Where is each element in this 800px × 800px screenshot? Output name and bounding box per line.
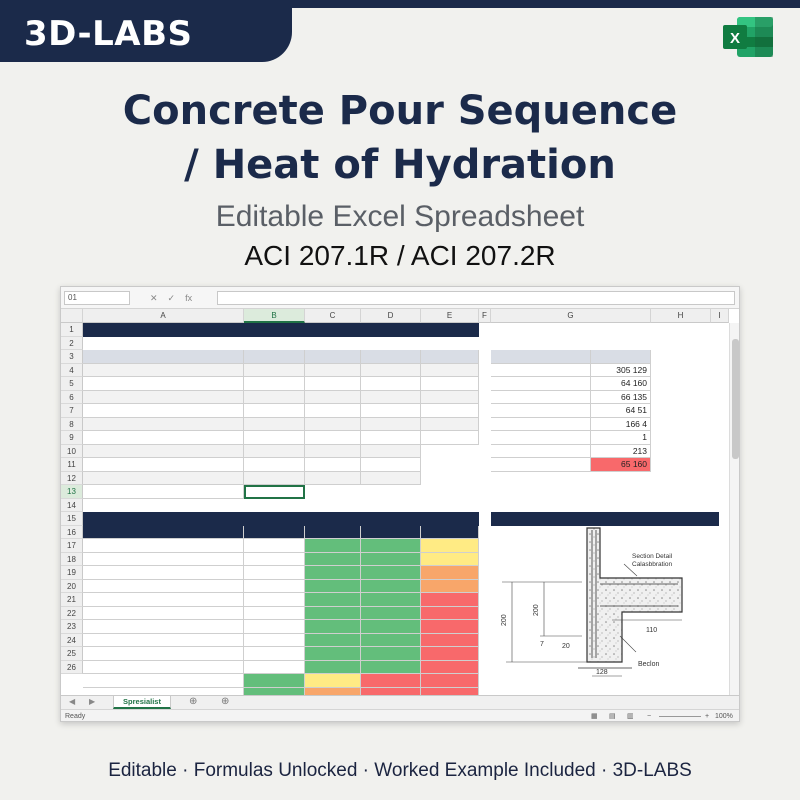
row-header-4[interactable]: 4 (61, 364, 83, 378)
table2-value[interactable]: 64 51 (591, 404, 651, 418)
table1-cell[interactable] (244, 404, 305, 418)
table1-cell[interactable] (83, 418, 244, 432)
column-header-h[interactable]: H (651, 309, 711, 323)
table1-cell[interactable] (83, 364, 244, 378)
table2-label[interactable] (491, 458, 591, 472)
table2-label[interactable] (491, 364, 591, 378)
standards-reference: ACI 207.1R / ACI 207.2R (244, 240, 556, 271)
table2-label[interactable] (491, 418, 591, 432)
vertical-scrollbar[interactable] (729, 323, 740, 695)
mix-cell[interactable] (361, 566, 421, 580)
mix-header[interactable] (244, 526, 305, 540)
view-layout-icon[interactable]: ▤ (609, 713, 616, 720)
brand-banner (0, 0, 292, 62)
table1-cell[interactable] (361, 391, 421, 405)
mix-design-title[interactable] (83, 512, 479, 526)
brand-name: 3D-LABS (24, 14, 193, 54)
mix-cell[interactable] (421, 607, 479, 621)
zoom-slider[interactable] (659, 716, 701, 717)
mix-cell[interactable] (361, 580, 421, 594)
table1-cell[interactable] (305, 445, 361, 459)
table1-header[interactable] (244, 350, 305, 364)
sheet-tab[interactable]: Spresialist (113, 696, 171, 709)
mix-cell[interactable] (305, 647, 361, 661)
table1-cell[interactable] (361, 364, 421, 378)
table1-cell[interactable] (305, 391, 361, 405)
row-header-7[interactable]: 7 (61, 404, 83, 418)
table2-label[interactable] (491, 377, 591, 391)
row-header-18[interactable]: 18 (61, 553, 83, 567)
mix-cell[interactable] (421, 566, 479, 580)
table2-label[interactable] (491, 404, 591, 418)
mix-cell[interactable] (305, 620, 361, 634)
table1-cell[interactable] (421, 404, 479, 418)
mix-cell[interactable] (421, 634, 479, 648)
section-detail-drawing (492, 516, 720, 696)
table1-cell[interactable] (361, 445, 421, 459)
mix-cell[interactable] (421, 620, 479, 634)
mix-cell[interactable] (83, 620, 244, 634)
mix-cell[interactable] (421, 539, 479, 553)
select-all-corner[interactable] (61, 309, 83, 323)
table1-cell[interactable] (305, 404, 361, 418)
table2-label[interactable] (491, 431, 591, 445)
table1-cell[interactable] (83, 472, 244, 486)
formula-bar-icons (146, 291, 216, 305)
mix-cell[interactable] (305, 607, 361, 621)
mix-cell[interactable] (83, 580, 244, 594)
mix-cell[interactable] (421, 647, 479, 661)
row-header-5[interactable]: 5 (61, 377, 83, 391)
table2-value[interactable]: 213 (591, 445, 651, 459)
fx-icon[interactable]: fx (185, 293, 193, 303)
svg-text:X: X (729, 30, 741, 47)
mix-header[interactable] (83, 526, 244, 540)
column-header-d[interactable]: D (361, 309, 421, 323)
mix-cell[interactable] (305, 580, 361, 594)
table1-cell[interactable] (305, 458, 361, 472)
row-header-3[interactable]: 3 (61, 350, 83, 364)
mix-cell[interactable] (83, 553, 244, 567)
column-header-g[interactable]: G (491, 309, 651, 323)
mix-cell[interactable] (83, 607, 244, 621)
dim-width: 110 (646, 627, 658, 634)
table1-cell[interactable] (83, 377, 244, 391)
formula-input[interactable] (217, 291, 735, 305)
table1-header[interactable] (361, 350, 421, 364)
row-header-2[interactable]: 2 (61, 337, 83, 351)
row-header-24[interactable]: 24 (61, 634, 83, 648)
dim-twenty: 20 (562, 643, 570, 650)
table1-cell[interactable] (361, 472, 421, 486)
column-header-i[interactable]: I (711, 309, 729, 323)
table2-header[interactable] (591, 350, 651, 364)
mix-cell[interactable] (305, 634, 361, 648)
table1-cell[interactable] (83, 404, 244, 418)
row-header-21[interactable]: 21 (61, 593, 83, 607)
dim-outer: 200 (501, 614, 508, 626)
row-header-22[interactable]: 22 (61, 607, 83, 621)
mix-cell[interactable] (421, 674, 479, 688)
mix-cell[interactable] (421, 553, 479, 567)
mix-cell[interactable] (305, 539, 361, 553)
table1-cell[interactable] (305, 377, 361, 391)
table1-cell[interactable] (421, 418, 479, 432)
table1-cell[interactable] (83, 445, 244, 459)
table1-cell[interactable] (305, 364, 361, 378)
table1-header[interactable] (83, 350, 244, 364)
table2-value[interactable]: 166 4 (591, 418, 651, 432)
add-sheet-icon[interactable]: ⊕ (189, 696, 198, 707)
mix-cell[interactable] (83, 566, 244, 580)
table1-cell[interactable] (361, 458, 421, 472)
mix-header[interactable] (421, 526, 479, 540)
dim-seven: 7 (540, 641, 544, 648)
table1-cell[interactable] (83, 391, 244, 405)
mix-cell[interactable] (244, 661, 305, 675)
table1-cell[interactable] (83, 458, 244, 472)
footer-features: Editable · Formulas Unlocked · Worked Example Included · 3D-LABS (108, 760, 692, 781)
mix-cell[interactable] (361, 661, 421, 675)
table1-cell[interactable] (244, 377, 305, 391)
mix-cell[interactable] (83, 539, 244, 553)
row-header-17[interactable]: 17 (61, 539, 83, 553)
prev-sheet-icon[interactable]: ◀ (69, 697, 76, 706)
mix-cell[interactable] (361, 607, 421, 621)
mix-cell[interactable] (244, 539, 305, 553)
status-bar (61, 709, 740, 722)
mix-cell[interactable] (244, 593, 305, 607)
zoom-out-icon[interactable]: − (647, 713, 652, 720)
mix-cell[interactable] (361, 553, 421, 567)
formula-bar (61, 287, 740, 309)
mix-cell[interactable] (83, 647, 244, 661)
table1-cell[interactable] (244, 418, 305, 432)
table1-cell[interactable] (361, 431, 421, 445)
view-normal-icon[interactable]: ▦ (591, 713, 598, 720)
zoom-in-icon[interactable]: + (705, 713, 710, 720)
mix-cell[interactable] (244, 634, 305, 648)
mix-header[interactable] (361, 526, 421, 540)
table1-cell[interactable] (305, 418, 361, 432)
section-label-beclon: Beclon (638, 661, 660, 668)
column-header-b[interactable]: B (244, 309, 305, 323)
mix-header[interactable] (305, 526, 361, 540)
dim-inner: 200 (533, 604, 540, 616)
table1-cell[interactable] (421, 391, 479, 405)
mix-cell[interactable] (83, 661, 244, 675)
column-header-e[interactable]: E (421, 309, 479, 323)
mix-cell[interactable] (83, 593, 244, 607)
table1-cell[interactable] (244, 431, 305, 445)
row-header-15[interactable]: 15 (61, 512, 83, 526)
close-icon[interactable]: ✕ (150, 293, 158, 303)
main-title-line1: Concrete Pour Sequence (122, 88, 678, 134)
table2-value[interactable]: 1 (591, 431, 651, 445)
dim-bottom: 128 (596, 669, 608, 676)
table2-value[interactable]: 64 160 (591, 377, 651, 391)
column-header-a[interactable]: A (83, 309, 244, 323)
concrete-section (587, 528, 682, 662)
mix-cell[interactable] (244, 607, 305, 621)
next-sheet-icon[interactable]: ▶ (89, 697, 96, 706)
mix-cell[interactable] (361, 647, 421, 661)
mix-cell[interactable] (305, 553, 361, 567)
table2-value[interactable]: 305 129 (591, 364, 651, 378)
subtitle: Editable Excel Spreadsheet (215, 200, 585, 233)
sheet-title-cell[interactable] (83, 323, 479, 337)
mix-cell[interactable] (421, 593, 479, 607)
main-title-line2: / Heat of Hydration (184, 142, 616, 188)
row-header-8[interactable]: 8 (61, 418, 83, 432)
mix-cell[interactable] (83, 674, 244, 688)
mix-cell[interactable] (305, 661, 361, 675)
table1-cell[interactable] (305, 431, 361, 445)
mix-cell[interactable] (305, 674, 361, 688)
mix-cell[interactable] (361, 674, 421, 688)
mix-cell[interactable] (244, 674, 305, 688)
table1-cell[interactable] (244, 364, 305, 378)
table1-cell[interactable] (361, 404, 421, 418)
row-header-25[interactable]: 25 (61, 647, 83, 661)
table1-cell[interactable] (361, 418, 421, 432)
mix-cell[interactable] (305, 593, 361, 607)
scroll-thumb[interactable] (732, 339, 739, 459)
table1-cell[interactable] (421, 364, 479, 378)
row-header-9[interactable]: 9 (61, 431, 83, 445)
excel-app-icon (723, 17, 773, 57)
row-header-26[interactable]: 26 (61, 661, 83, 675)
zoom-level: 100% (715, 713, 733, 720)
mix-cell[interactable] (361, 620, 421, 634)
section-label-calc: Section Detail Calasbbration (632, 553, 673, 568)
table2-value[interactable]: 66 135 (591, 391, 651, 405)
table2-label[interactable] (491, 445, 591, 459)
mix-cell[interactable] (305, 566, 361, 580)
table1-cell[interactable] (421, 431, 479, 445)
mix-cell[interactable] (244, 566, 305, 580)
row-header-1[interactable]: 1 (61, 323, 83, 337)
row-header-14[interactable]: 14 (61, 499, 83, 513)
table1-cell[interactable] (305, 472, 361, 486)
row-header-13[interactable]: 13 (61, 485, 83, 499)
sheet-tab-bar (61, 695, 740, 709)
row-header-23[interactable]: 23 (61, 620, 83, 634)
row-header-11[interactable]: 11 (61, 458, 83, 472)
excel-window (60, 286, 740, 722)
status-text: Ready (65, 713, 86, 720)
checkmark-icon[interactable]: ✓ (167, 293, 176, 303)
mix-cell[interactable] (421, 580, 479, 594)
row-header-20[interactable]: 20 (61, 580, 83, 594)
table1-cell[interactable] (244, 445, 305, 459)
table1-header[interactable] (421, 350, 479, 364)
row-header-16[interactable]: 16 (61, 526, 83, 540)
table2-value[interactable]: 65 160 (591, 458, 651, 472)
mix-cell[interactable] (421, 661, 479, 675)
row-header-6[interactable]: 6 (61, 391, 83, 405)
table1-cell[interactable] (244, 391, 305, 405)
column-header-f[interactable]: F (479, 309, 491, 323)
table1-cell[interactable] (83, 431, 244, 445)
name-box[interactable]: 01 (64, 291, 130, 305)
view-break-icon[interactable]: ▥ (627, 713, 634, 720)
table1-cell[interactable] (421, 377, 479, 391)
row-header-12[interactable]: 12 (61, 472, 83, 486)
table2-header[interactable] (491, 350, 591, 364)
mix-cell[interactable] (361, 634, 421, 648)
row-header-19[interactable]: 19 (61, 566, 83, 580)
mix-cell[interactable] (244, 620, 305, 634)
table1-cell[interactable] (361, 377, 421, 391)
table2-label[interactable] (491, 391, 591, 405)
table1-cell[interactable] (244, 472, 305, 486)
table1-cell[interactable] (244, 458, 305, 472)
table1-header[interactable] (305, 350, 361, 364)
mix-cell[interactable] (361, 593, 421, 607)
mix-cell[interactable] (244, 580, 305, 594)
mix-cell[interactable] (244, 647, 305, 661)
column-header-c[interactable]: C (305, 309, 361, 323)
add-sheet-icon-2[interactable]: ⊕ (221, 696, 230, 707)
row-header-10[interactable]: 10 (61, 445, 83, 459)
mix-cell[interactable] (244, 553, 305, 567)
mix-cell[interactable] (83, 634, 244, 648)
mix-cell[interactable] (361, 539, 421, 553)
total-value[interactable] (244, 485, 305, 499)
total-label[interactable] (83, 485, 244, 499)
